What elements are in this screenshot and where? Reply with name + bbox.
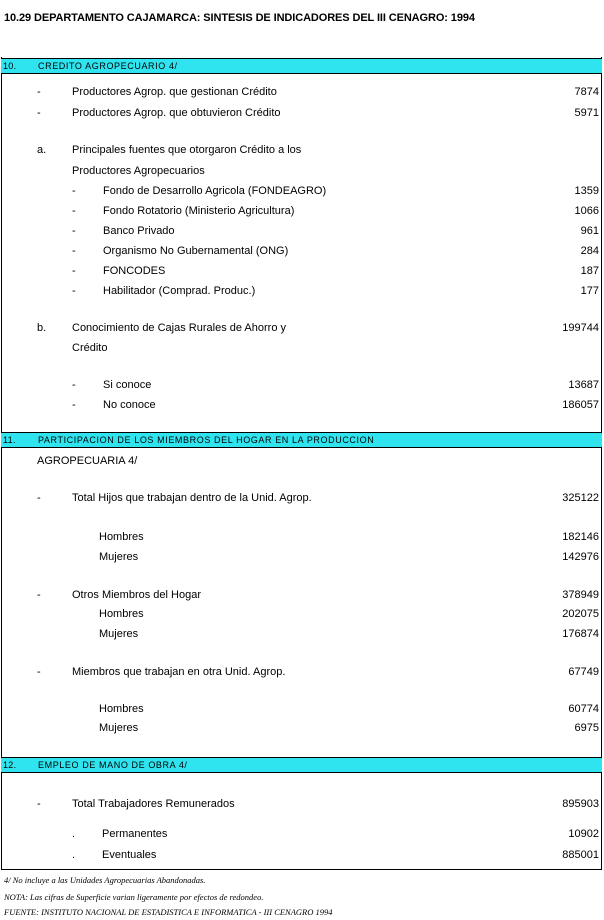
row-marker: . (72, 849, 76, 861)
row-label: FONCODES (103, 265, 166, 277)
row-value: 7874 (574, 86, 599, 98)
row-value: 187 (580, 265, 599, 277)
row-label: Mujeres (99, 628, 139, 640)
section-label-continued: AGROPECUARIA 4/ (37, 455, 138, 467)
row-value: 176874 (562, 628, 599, 640)
row-value: 885001 (562, 849, 599, 861)
section-header-empleo (1, 757, 602, 773)
row-label: Fondo de Desarrollo Agricola (FONDEAGRO) (103, 185, 327, 197)
row-label: Banco Privado (103, 225, 175, 237)
row-value: 186057 (562, 399, 599, 411)
row-marker: - (72, 205, 76, 217)
row-label: Conocimiento de Cajas Rurales de Ahorro y (72, 322, 287, 334)
source-note: FUENTE: INSTITUTO NACIONAL DE ESTADISTICA E INFORMATICA - III CENAGRO 1994 (4, 907, 333, 917)
row-label: Organismo No Gubernamental (ONG) (103, 245, 289, 257)
row-marker: - (72, 285, 76, 297)
row-label: Mujeres (99, 722, 139, 734)
row-label: Principales fuentes que otorgaron Crédito a los (72, 144, 302, 156)
row-value: 378949 (562, 589, 599, 601)
row-value: 60774 (568, 703, 599, 715)
row-label: Productores Agropecuarios (72, 165, 205, 177)
table-bottom-rule (1, 869, 602, 870)
row-marker: - (37, 666, 41, 678)
section-header-participacion (1, 432, 602, 448)
row-label: Crédito (72, 342, 108, 354)
row-value: 202075 (562, 608, 599, 620)
row-value: 13687 (568, 379, 599, 391)
section-label: CREDITO AGROPECUARIO 4/ (38, 61, 178, 71)
row-marker: - (37, 86, 41, 98)
row-label: No conoce (103, 399, 156, 411)
section-label: EMPLEO DE MANO DE OBRA 4/ (38, 760, 188, 770)
row-label: Miembros que trabajan en otra Unid. Agrop. (72, 666, 286, 678)
row-value: 199744 (562, 322, 599, 334)
row-label: Fondo Rotatorio (Ministerio Agricultura) (103, 205, 295, 217)
row-label: Habilitador (Comprad. Produc.) (103, 285, 256, 297)
footnote: 4/ No incluye a las Unidades Agropecuarias Abandonadas. (4, 875, 206, 885)
row-marker: - (72, 245, 76, 257)
row-marker: - (72, 265, 76, 277)
row-marker: a. (37, 144, 47, 156)
row-value: 10902 (568, 828, 599, 840)
row-marker: b. (37, 322, 47, 334)
row-marker: - (72, 399, 76, 411)
section-number: 12. (3, 760, 17, 770)
row-marker: - (72, 379, 76, 391)
row-value: 1066 (574, 205, 599, 217)
row-label: Si conoce (103, 379, 152, 391)
row-label: Eventuales (102, 849, 157, 861)
row-value: 6975 (574, 722, 599, 734)
row-marker: - (37, 798, 41, 810)
row-marker: - (37, 107, 41, 119)
row-label: Hombres (99, 531, 144, 543)
row-value: 284 (580, 245, 599, 257)
row-label: Hombres (99, 703, 144, 715)
row-label: Hombres (99, 608, 144, 620)
row-value: 142976 (562, 551, 599, 563)
section-label: PARTICIPACION DE LOS MIEMBROS DEL HOGAR EN LA PRODUCCION (38, 435, 375, 445)
row-label: Permanentes (102, 828, 168, 840)
row-marker: . (72, 828, 76, 840)
row-label: Mujeres (99, 551, 139, 563)
section-number: 10. (3, 61, 17, 71)
row-value: 5971 (574, 107, 599, 119)
section-header-credito (1, 58, 602, 74)
section-number: 11. (3, 435, 16, 445)
row-value: 67749 (568, 666, 599, 678)
row-marker: - (37, 492, 41, 504)
row-label: Productores Agrop. que gestionan Crédito (72, 86, 277, 98)
row-value: 1359 (574, 185, 599, 197)
row-value: 325122 (562, 492, 599, 504)
page-title: 10.29 DEPARTAMENTO CAJAMARCA: SINTESIS DE INDICADORES DEL III CENAGRO: 1994 (4, 12, 475, 24)
row-marker: - (72, 185, 76, 197)
row-value: 961 (580, 225, 599, 237)
row-marker: - (37, 589, 41, 601)
row-label: Total Hijos que trabajan dentro de la Unid. Agrop. (72, 492, 312, 504)
row-label: Productores Agrop. que obtuvieron Crédito (72, 107, 281, 119)
row-value: 182146 (562, 531, 599, 543)
row-value: 895903 (562, 798, 599, 810)
row-label: Total Trabajadores Remunerados (72, 798, 235, 810)
row-value: 177 (580, 285, 599, 297)
footnote-nota: NOTA: Las cifras de Superficie varian ligeramente por efectos de redondeo. (4, 892, 264, 902)
row-marker: - (72, 225, 76, 237)
row-label: Otros Miembros del Hogar (72, 589, 201, 601)
